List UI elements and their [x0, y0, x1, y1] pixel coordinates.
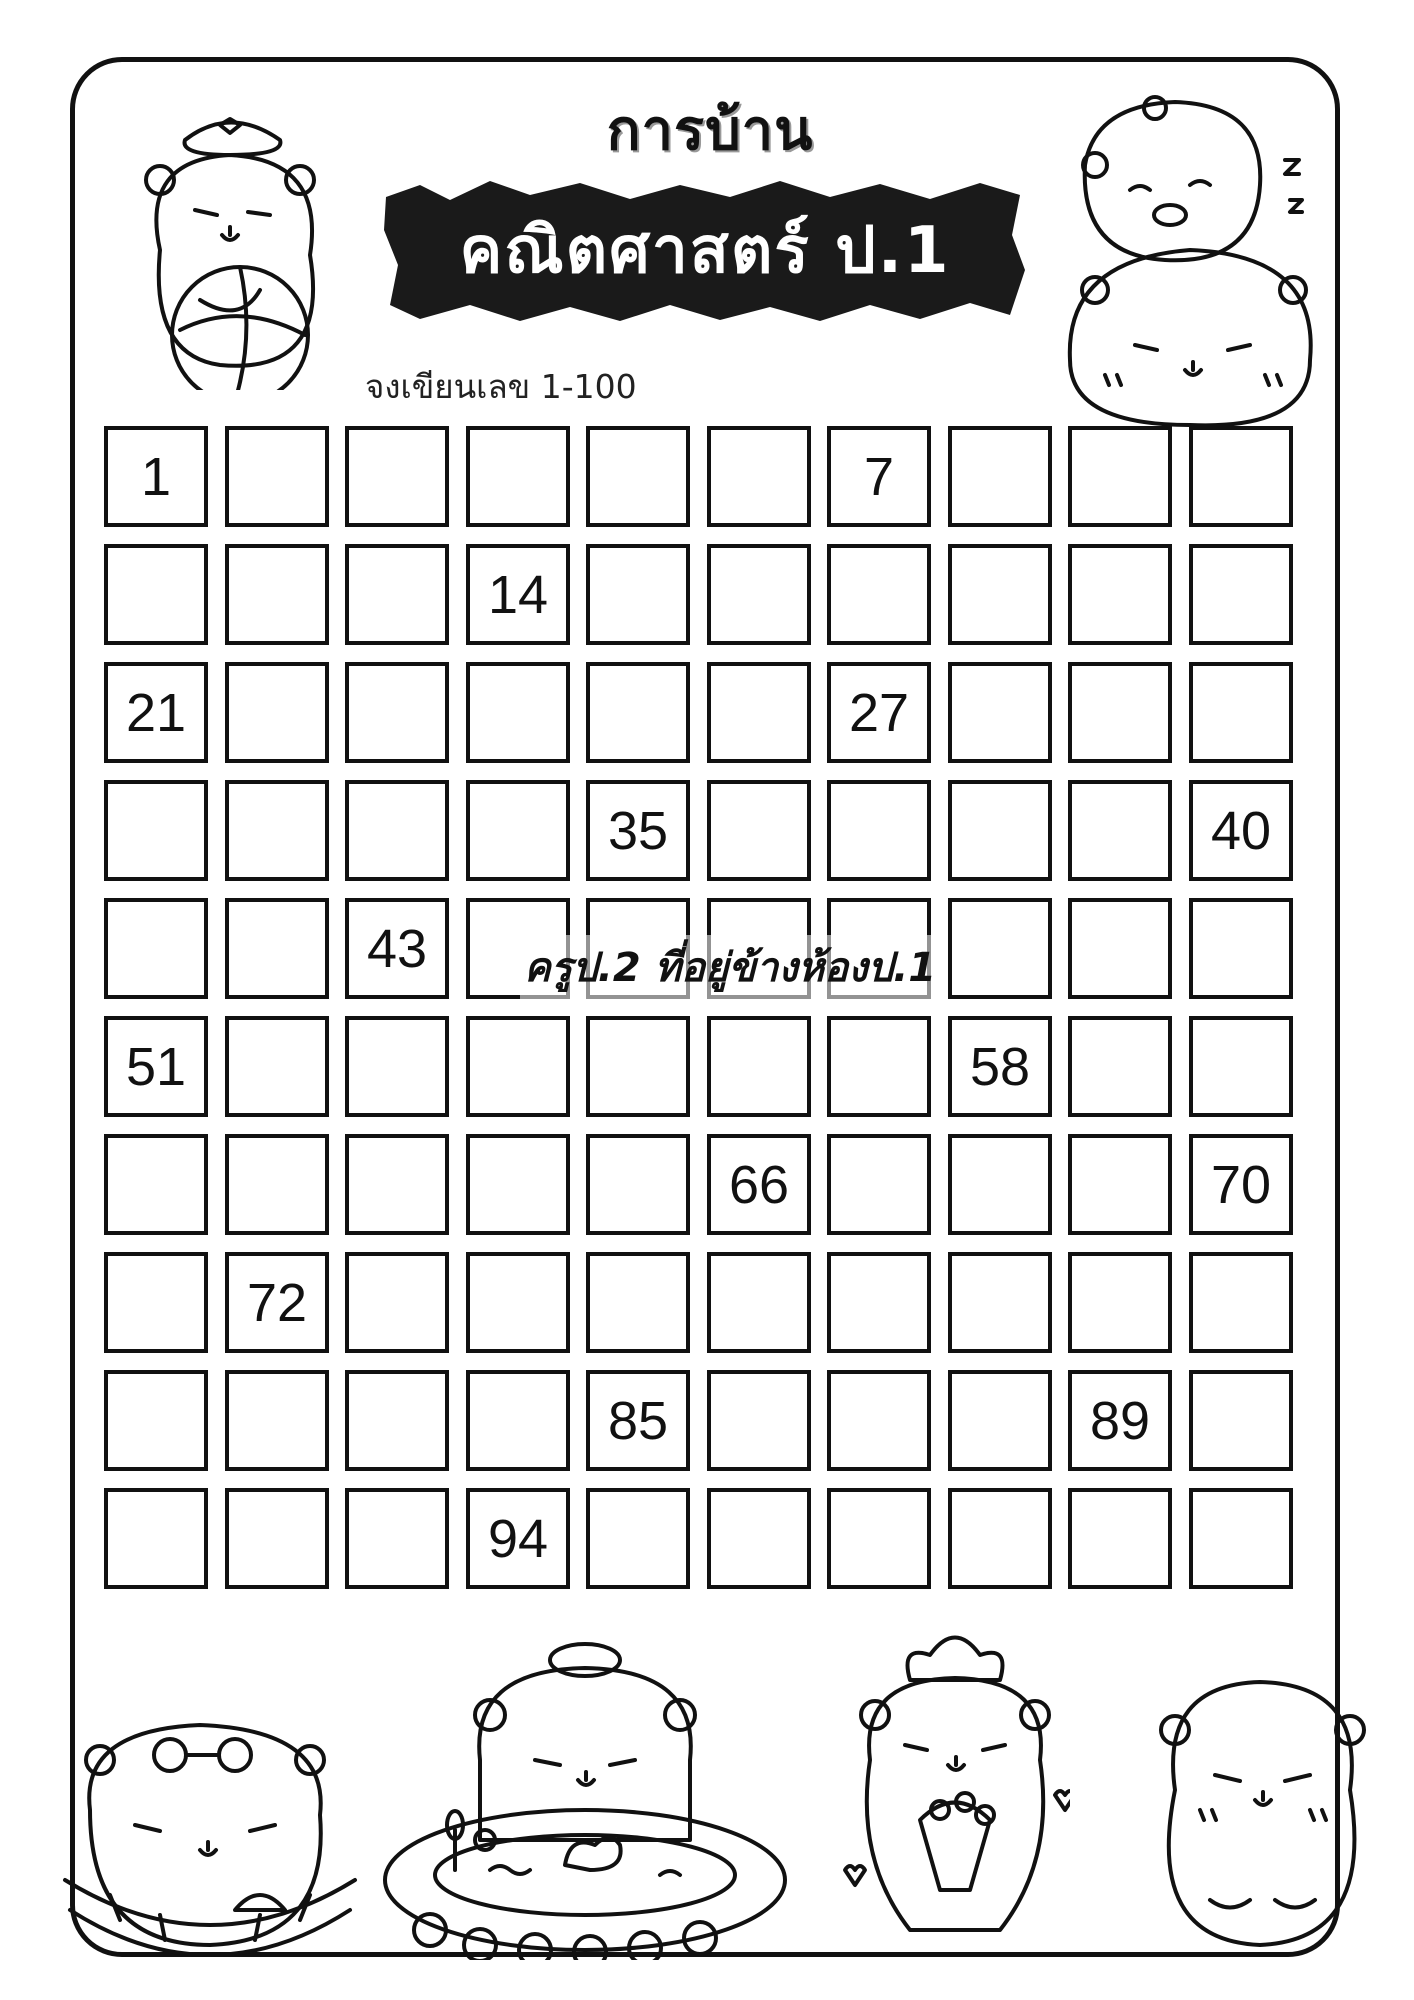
grid-cell[interactable] [1189, 780, 1293, 881]
given-number: 27 [848, 682, 910, 743]
grid-cell[interactable] [466, 1488, 570, 1589]
grid-cell[interactable] [1189, 544, 1293, 645]
grid-cell[interactable] [948, 780, 1052, 881]
capybara-sitting-icon [1140, 1660, 1380, 1960]
grid-cell[interactable] [827, 1134, 931, 1235]
grid-cell[interactable] [104, 1252, 208, 1353]
grid-cell[interactable] [827, 780, 931, 881]
grid-cell[interactable] [707, 544, 811, 645]
grid-cell[interactable] [1068, 898, 1172, 999]
homework-heading: การบ้าน [606, 98, 814, 163]
grid-cell[interactable] [827, 662, 931, 763]
grid-cell[interactable] [1189, 1488, 1293, 1589]
grid-cell[interactable] [345, 1016, 449, 1117]
grid-cell[interactable] [1068, 426, 1172, 527]
grid-cell[interactable] [827, 1252, 931, 1353]
grid-cell[interactable] [345, 544, 449, 645]
grid-cell[interactable] [707, 780, 811, 881]
grid-cell[interactable] [827, 544, 931, 645]
grid-cell[interactable] [586, 426, 690, 527]
grid-cell[interactable] [1189, 662, 1293, 763]
grid-cell[interactable] [345, 1370, 449, 1471]
grid-cell[interactable] [466, 1252, 570, 1353]
grid-cell[interactable] [104, 1488, 208, 1589]
grid-cell[interactable] [225, 1488, 329, 1589]
grid-cell[interactable] [827, 1016, 931, 1117]
instruction-text: จงเขียนเลข 1-100 [365, 367, 637, 406]
grid-cell[interactable] [225, 1370, 329, 1471]
grid-cell[interactable] [1068, 1370, 1172, 1471]
grid-cell[interactable] [104, 780, 208, 881]
grid-cell[interactable] [104, 1370, 208, 1471]
grid-cell[interactable] [466, 662, 570, 763]
given-number: 58 [969, 1036, 1031, 1097]
grid-cell[interactable] [104, 544, 208, 645]
grid-cell[interactable] [1068, 1016, 1172, 1117]
given-number: 85 [607, 1390, 669, 1451]
grid-cell[interactable] [586, 662, 690, 763]
grid-cell[interactable] [345, 898, 449, 999]
grid-cell[interactable] [1068, 1134, 1172, 1235]
grid-cell[interactable] [1068, 1488, 1172, 1589]
grid-cell[interactable] [104, 898, 208, 999]
grid-cell[interactable] [586, 1134, 690, 1235]
given-number: 21 [125, 682, 187, 743]
grid-cell[interactable] [948, 1016, 1052, 1117]
grid-cell[interactable] [707, 426, 811, 527]
grid-cell[interactable] [104, 1016, 208, 1117]
grid-cell[interactable] [104, 662, 208, 763]
grid-cell[interactable] [466, 1370, 570, 1471]
given-number: 7 [863, 446, 895, 507]
grid-cell[interactable] [345, 426, 449, 527]
given-number: 40 [1210, 800, 1272, 861]
grid-cell[interactable] [104, 426, 208, 527]
grid-cell[interactable] [1189, 1134, 1293, 1235]
given-number: 72 [246, 1272, 308, 1333]
grid-cell[interactable] [345, 1252, 449, 1353]
grid-cell[interactable] [948, 898, 1052, 999]
given-number: 89 [1089, 1390, 1151, 1451]
grid-cell[interactable] [586, 1488, 690, 1589]
grid-cell[interactable] [1189, 426, 1293, 527]
grid-cell[interactable] [827, 1370, 931, 1471]
grid-cell[interactable] [466, 544, 570, 645]
grid-cell[interactable] [707, 1134, 811, 1235]
grid-cell[interactable] [586, 1252, 690, 1353]
grid-cell[interactable] [586, 1370, 690, 1471]
capybara-hot-spring-icon [370, 1640, 800, 1960]
grid-cell[interactable] [707, 1488, 811, 1589]
given-number: 66 [728, 1154, 790, 1215]
subject-title: คณิตศาสตร์ ป.1 [459, 214, 951, 288]
grid-cell[interactable] [466, 1134, 570, 1235]
grid-cell[interactable] [707, 662, 811, 763]
grid-cell[interactable] [225, 1252, 329, 1353]
grid-cell[interactable] [707, 1252, 811, 1353]
grid-cell[interactable] [827, 426, 931, 527]
teacher-note: ครูป.2 ที่อยู่ข้างห้องป.1 [520, 935, 940, 999]
capybara-flower-icon [840, 1620, 1070, 1960]
grid-cell[interactable] [345, 780, 449, 881]
grid-cell[interactable] [827, 1488, 931, 1589]
grid-cell[interactable] [948, 1134, 1052, 1235]
grid-cell[interactable] [948, 544, 1052, 645]
capybara-with-hat-icon [100, 85, 350, 390]
grid-cell[interactable] [1189, 1370, 1293, 1471]
given-number: 51 [125, 1036, 187, 1097]
grid-cell[interactable] [1068, 780, 1172, 881]
grid-cell[interactable] [225, 662, 329, 763]
subject-banner [380, 175, 1030, 325]
grid-cell[interactable] [225, 780, 329, 881]
grid-cell[interactable] [225, 1134, 329, 1235]
grid-cell[interactable] [104, 1134, 208, 1235]
grid-cell[interactable] [948, 1252, 1052, 1353]
grid-cell[interactable] [345, 1488, 449, 1589]
grid-cell[interactable] [225, 898, 329, 999]
grid-cell[interactable] [466, 426, 570, 527]
grid-cell[interactable] [1189, 1252, 1293, 1353]
grid-cell[interactable] [466, 780, 570, 881]
grid-cell[interactable] [225, 544, 329, 645]
grid-cell[interactable] [948, 426, 1052, 527]
grid-cell[interactable] [948, 1370, 1052, 1471]
grid-cell[interactable] [1068, 1252, 1172, 1353]
grid-cell[interactable] [1189, 1016, 1293, 1117]
grid-cell[interactable] [1068, 662, 1172, 763]
given-number: 43 [366, 918, 428, 979]
grid-cell[interactable] [586, 1016, 690, 1117]
sleeping-capybaras-icon [1055, 90, 1335, 435]
capybara-swim-ring-icon [60, 1700, 360, 1980]
grid-cell[interactable] [1068, 544, 1172, 645]
given-number: 1 [140, 446, 172, 507]
grid-cell[interactable] [225, 1016, 329, 1117]
grid-cell[interactable] [707, 1370, 811, 1471]
grid-cell[interactable] [707, 1016, 811, 1117]
grid-cell[interactable] [948, 1488, 1052, 1589]
given-number: 35 [607, 800, 669, 861]
grid-cell[interactable] [225, 426, 329, 527]
given-number: 14 [487, 564, 549, 625]
given-number: 94 [487, 1508, 549, 1569]
given-number: 70 [1210, 1154, 1272, 1215]
grid-cell[interactable] [466, 1016, 570, 1117]
grid-cell[interactable] [345, 662, 449, 763]
grid-cell[interactable] [586, 780, 690, 881]
grid-cell[interactable] [1189, 898, 1293, 999]
grid-cell[interactable] [948, 662, 1052, 763]
grid-cell[interactable] [345, 1134, 449, 1235]
grid-cell[interactable] [586, 544, 690, 645]
